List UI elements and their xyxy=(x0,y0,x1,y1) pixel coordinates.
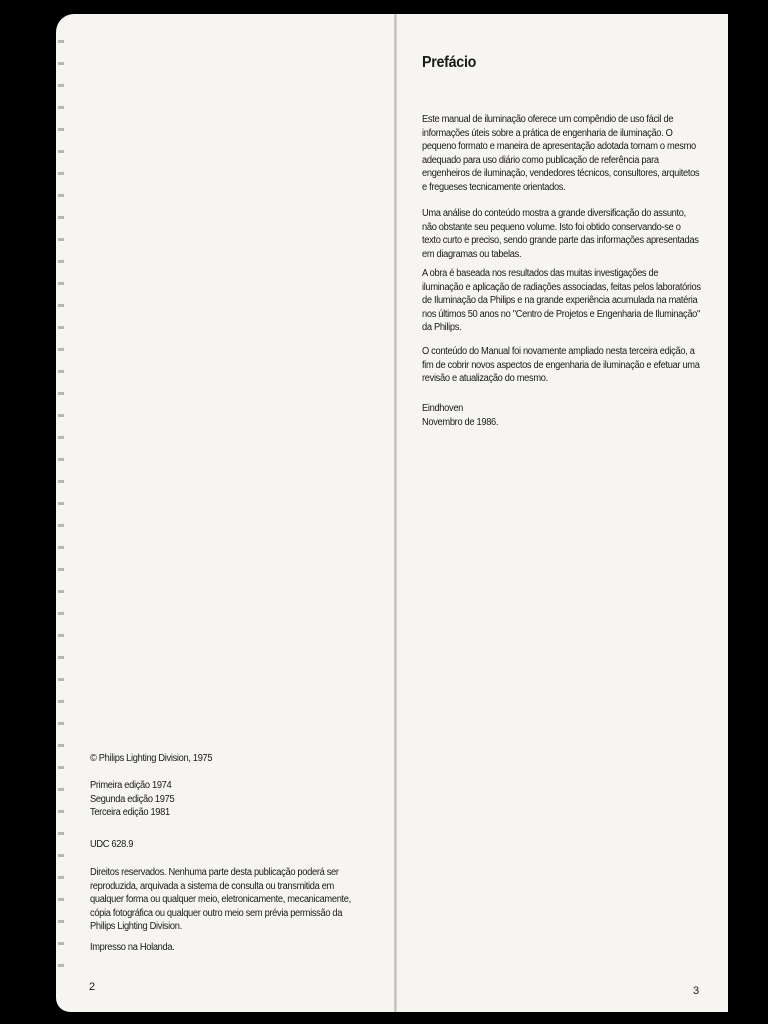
edition-list xyxy=(90,779,360,820)
signature-date: Novembro de 1986. xyxy=(422,416,499,428)
page-edge-marks xyxy=(58,40,64,980)
preface-paragraph-4: O conteúdo do Manual foi novamente ampliado nesta terceira edição, a fim de cobrir novos aspectos de engenharia de iluminação e efetuar uma revisão e atualização do mesmo. xyxy=(422,346,700,385)
signature-place: Eindhoven xyxy=(422,403,464,414)
edition-item: Segunda edição 1975 xyxy=(90,793,175,805)
preface-paragraph-1: Este manual de iluminação oferece um compêndio de uso fácil de informações úteis sobre a prática de engenharia de iluminação. O pequeno formato e maneira de apresentação adotada tornam o mesmo adequado para uso diário como publicação de referência para engenheiros de iluminação, vendedores técnicos, consultores, arquitetos e fregueses tecnicamente orientados. xyxy=(422,114,700,193)
book-gutter xyxy=(394,14,397,1012)
edition-item: Terceira edição 1981 xyxy=(90,807,170,819)
page-number-left: 2 xyxy=(89,981,96,993)
edition-item: Primeira edição 1974 xyxy=(90,780,172,791)
preface-paragraph-3: A obra é baseada nos resultados das muitas investigações de iluminação e aplicação de radiações associadas, feitas pelos laboratórios de Iluminação da Philips e na grande experiência acumulada na matéria nos últimos 50 anos no "Centro de Projetos e Engenharia de Iluminação" da Philips. xyxy=(422,268,701,334)
printed-in: Impresso na Holanda. xyxy=(90,942,175,953)
preface-paragraph-2: Uma análise do conteúdo mostra a grande diversificação do assunto, não obstante seu pequeno volume. Isto foi obtido conservando-se o texto curto e preciso, sendo grande parte das informações apresentadas em diagramas ou tabelas. xyxy=(422,208,699,260)
page-number-right: 3 xyxy=(693,985,700,997)
copyright-notice: © Philips Lighting Division, 1975 xyxy=(90,753,213,764)
signature-block xyxy=(422,402,498,429)
page-title: Prefácio xyxy=(422,54,477,71)
left-page xyxy=(56,14,396,1012)
rights-notice: Direitos reservados. Nenhuma parte desta publicação poderá ser reproduzida, arquivada a sistema de consulta ou transmitida em qualquer forma ou qualquer meio, eletronicamente, mecanicamente, cópia fotográfica ou qualquer outro meio sem prévia permissão da Philips Lighting Division. xyxy=(90,867,351,933)
udc-code: UDC 628.9 xyxy=(90,839,134,850)
